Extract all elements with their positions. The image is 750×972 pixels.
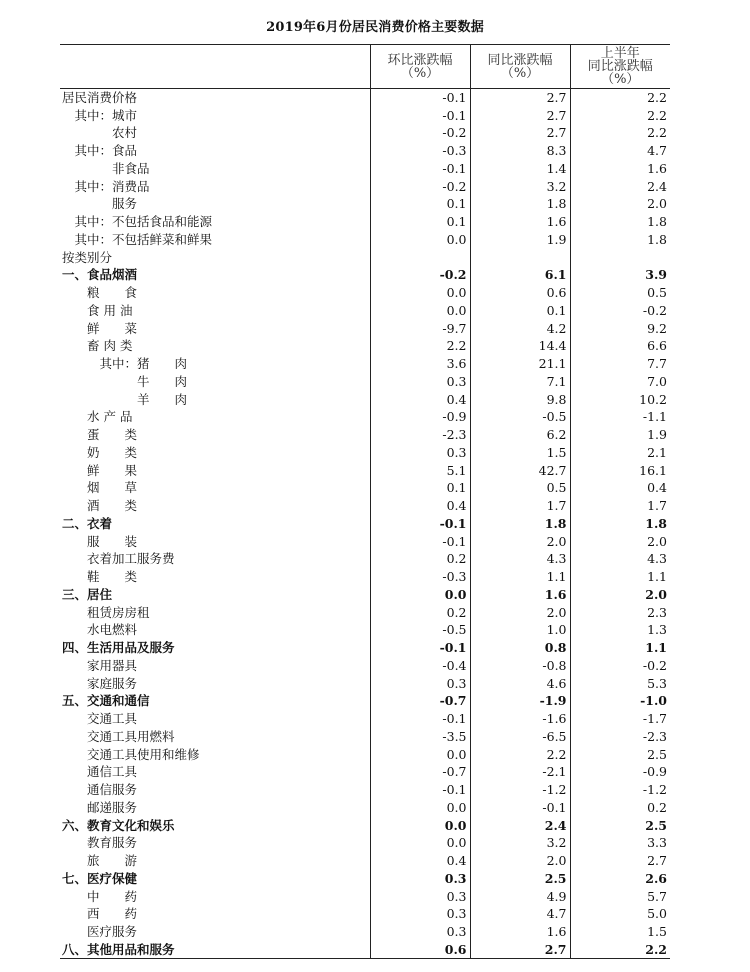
row-h1: 2.5 xyxy=(570,816,670,834)
row-yoy: 2.7 xyxy=(470,941,570,959)
row-yoy: 7.1 xyxy=(470,373,570,391)
row-yoy: 2.7 xyxy=(470,106,570,124)
row-h1: -0.9 xyxy=(570,763,670,781)
row-mom: 0.0 xyxy=(370,816,470,834)
row-yoy: -2.1 xyxy=(470,763,570,781)
row-label: 家用器具 xyxy=(62,657,138,673)
row-mom: 0.1 xyxy=(370,479,470,497)
row-mom: 5.1 xyxy=(370,461,470,479)
table-row xyxy=(60,160,670,178)
row-yoy: 2.5 xyxy=(470,870,570,888)
row-yoy: 6.1 xyxy=(470,266,570,284)
row-h1: 7.7 xyxy=(570,355,670,373)
row-h1: -0.2 xyxy=(570,657,670,675)
row-mom: 0.4 xyxy=(370,497,470,515)
row-yoy: -6.5 xyxy=(470,728,570,746)
row-h1: 2.7 xyxy=(570,852,670,870)
header-yoy-line1: 同比涨跌幅 xyxy=(487,52,553,68)
table-row xyxy=(60,89,670,107)
table-row xyxy=(60,195,670,213)
row-mom: -0.1 xyxy=(370,639,470,657)
row-mom: -0.3 xyxy=(370,142,470,160)
row-label: 通信服务 xyxy=(62,782,138,798)
row-mom: -0.1 xyxy=(370,515,470,533)
row-yoy: 14.4 xyxy=(470,337,570,355)
row-label: 畜 肉 类 xyxy=(62,338,133,354)
row-yoy: 2.2 xyxy=(470,745,570,763)
table-row xyxy=(60,568,670,586)
table-row xyxy=(60,337,670,355)
table-row xyxy=(60,408,670,426)
row-label: 交通工具使用和维修 xyxy=(62,746,200,762)
row-mom: -0.1 xyxy=(370,710,470,728)
row-label: 其中：猪 肉 xyxy=(62,356,188,372)
row-yoy: 2.7 xyxy=(470,89,570,107)
header-h1-line2: 同比涨跌幅 xyxy=(587,59,653,74)
row-yoy: 1.6 xyxy=(470,586,570,604)
row-h1: 0.4 xyxy=(570,479,670,497)
row-yoy: 1.8 xyxy=(470,515,570,533)
row-mom: 0.4 xyxy=(370,852,470,870)
table-row xyxy=(60,905,670,923)
row-mom: -9.7 xyxy=(370,319,470,337)
row-mom: -0.1 xyxy=(370,532,470,550)
row-mom: 0.4 xyxy=(370,390,470,408)
table-row xyxy=(60,284,670,302)
table-row xyxy=(60,426,670,444)
row-label: 鲜 果 xyxy=(62,462,138,478)
table-row xyxy=(60,781,670,799)
row-mom: 0.0 xyxy=(370,284,470,302)
row-h1: 1.8 xyxy=(570,231,670,249)
row-h1: -1.1 xyxy=(570,408,670,426)
row-label: 交通工具用燃料 xyxy=(62,728,175,744)
header-mom-line1: 环比涨跌幅 xyxy=(387,52,453,68)
row-label: 家庭服务 xyxy=(62,675,138,691)
row-h1: 7.0 xyxy=(570,373,670,391)
row-mom: -0.3 xyxy=(370,568,470,586)
table-row xyxy=(60,870,670,888)
row-h1: 5.0 xyxy=(570,905,670,923)
row-yoy: 4.7 xyxy=(470,905,570,923)
row-label: 二、衣着 xyxy=(62,515,113,531)
table-row xyxy=(60,887,670,905)
row-h1: 0.5 xyxy=(570,284,670,302)
table-row xyxy=(60,319,670,337)
row-yoy: 2.7 xyxy=(470,124,570,142)
cpi-table xyxy=(60,44,670,959)
row-mom: -3.5 xyxy=(370,728,470,746)
header-h1-line1: 上半年 xyxy=(600,46,640,61)
row-h1: 2.2 xyxy=(570,89,670,107)
row-label: 三、居住 xyxy=(62,586,113,602)
row-yoy: 6.2 xyxy=(470,426,570,444)
row-yoy: 4.2 xyxy=(470,319,570,337)
table-row xyxy=(60,745,670,763)
table-row xyxy=(60,728,670,746)
row-label: 蛋 类 xyxy=(62,427,138,443)
row-yoy: -0.8 xyxy=(470,657,570,675)
row-label: 酒 类 xyxy=(62,498,138,514)
row-yoy: 3.2 xyxy=(470,834,570,852)
row-mom: 0.0 xyxy=(370,799,470,817)
row-mom: 0.0 xyxy=(370,302,470,320)
row-label: 鞋 类 xyxy=(62,569,138,585)
row-label: 医疗服务 xyxy=(62,924,138,940)
row-label: 牛 肉 xyxy=(62,373,188,389)
row-label: 西 药 xyxy=(62,906,138,922)
row-mom: 0.0 xyxy=(370,834,470,852)
row-label: 按类别分 xyxy=(62,249,113,265)
row-label: 其中：消费品 xyxy=(62,178,150,194)
row-h1: 3.3 xyxy=(570,834,670,852)
row-h1: 1.6 xyxy=(570,160,670,178)
row-label: 邮递服务 xyxy=(62,799,138,815)
row-mom: -0.4 xyxy=(370,657,470,675)
table-row xyxy=(60,852,670,870)
row-mom: 0.0 xyxy=(370,586,470,604)
table-row xyxy=(60,142,670,160)
row-yoy: 4.3 xyxy=(470,550,570,568)
row-yoy: 2.0 xyxy=(470,852,570,870)
table-row xyxy=(60,799,670,817)
row-mom: 0.0 xyxy=(370,231,470,249)
row-h1: 1.1 xyxy=(570,568,670,586)
row-h1: 2.0 xyxy=(570,586,670,604)
row-h1: 16.1 xyxy=(570,461,670,479)
row-yoy: 1.9 xyxy=(470,231,570,249)
row-h1: 0.2 xyxy=(570,799,670,817)
row-h1: 2.2 xyxy=(570,941,670,959)
row-h1: 2.1 xyxy=(570,444,670,462)
row-yoy: 2.0 xyxy=(470,532,570,550)
row-label: 四、生活用品及服务 xyxy=(62,640,175,656)
row-yoy: 8.3 xyxy=(470,142,570,160)
row-yoy: 1.8 xyxy=(470,195,570,213)
row-yoy: 9.8 xyxy=(470,390,570,408)
row-label: 衣着加工服务费 xyxy=(62,551,175,567)
row-label: 其中：食品 xyxy=(62,143,138,159)
row-mom: -0.1 xyxy=(370,781,470,799)
row-label: 一、食品烟酒 xyxy=(62,267,138,283)
table-row xyxy=(60,231,670,249)
row-label: 非食品 xyxy=(62,160,150,176)
row-yoy: 1.5 xyxy=(470,444,570,462)
row-mom: 0.1 xyxy=(370,213,470,231)
row-h1: 1.7 xyxy=(570,497,670,515)
header-h1-line3: （%） xyxy=(601,72,640,87)
row-yoy: -1.6 xyxy=(470,710,570,728)
table-row xyxy=(60,355,670,373)
row-mom: 0.3 xyxy=(370,674,470,692)
row-mom: -0.7 xyxy=(370,763,470,781)
row-mom: -0.2 xyxy=(370,177,470,195)
row-mom: 0.3 xyxy=(370,887,470,905)
row-label: 食 用 油 xyxy=(62,302,133,318)
row-h1: 1.3 xyxy=(570,621,670,639)
table-row xyxy=(60,124,670,142)
row-mom: 0.1 xyxy=(370,195,470,213)
table-row xyxy=(60,515,670,533)
row-mom: 0.2 xyxy=(370,550,470,568)
table-row xyxy=(60,266,670,284)
row-h1: 2.0 xyxy=(570,195,670,213)
table-row xyxy=(60,106,670,124)
table-row xyxy=(60,603,670,621)
row-yoy: 21.1 xyxy=(470,355,570,373)
header-h1 xyxy=(570,45,670,89)
row-yoy: 4.6 xyxy=(470,674,570,692)
row-mom: 0.2 xyxy=(370,603,470,621)
table-row xyxy=(60,657,670,675)
table-row xyxy=(60,302,670,320)
row-h1: -1.0 xyxy=(570,692,670,710)
table-row xyxy=(60,461,670,479)
row-yoy: 4.9 xyxy=(470,887,570,905)
table-row xyxy=(60,639,670,657)
row-h1: 4.3 xyxy=(570,550,670,568)
row-mom: 2.2 xyxy=(370,337,470,355)
row-mom: -0.1 xyxy=(370,89,470,107)
row-yoy xyxy=(470,248,570,266)
row-mom xyxy=(370,248,470,266)
row-h1: 1.5 xyxy=(570,923,670,941)
row-label: 中 药 xyxy=(62,888,138,904)
table-row xyxy=(60,177,670,195)
row-yoy: 3.2 xyxy=(470,177,570,195)
row-h1: 9.2 xyxy=(570,319,670,337)
row-h1: 1.8 xyxy=(570,213,670,231)
row-mom: 0.3 xyxy=(370,870,470,888)
table-row xyxy=(60,248,670,266)
page-title: 2019年6月份居民消费价格主要数据 xyxy=(266,20,484,35)
table-header xyxy=(60,45,670,89)
row-h1: 6.6 xyxy=(570,337,670,355)
header-yoy xyxy=(470,45,570,89)
row-yoy: -0.1 xyxy=(470,799,570,817)
row-yoy: 1.1 xyxy=(470,568,570,586)
row-yoy: 2.4 xyxy=(470,816,570,834)
table-row xyxy=(60,816,670,834)
row-h1: 2.4 xyxy=(570,177,670,195)
table-row xyxy=(60,763,670,781)
row-h1: -2.3 xyxy=(570,728,670,746)
table-row xyxy=(60,213,670,231)
table-row xyxy=(60,479,670,497)
table-row xyxy=(60,532,670,550)
header-mom-line2: （%） xyxy=(400,65,440,81)
header-yoy-line2: （%） xyxy=(500,65,540,81)
row-mom: 3.6 xyxy=(370,355,470,373)
row-h1: 2.3 xyxy=(570,603,670,621)
row-yoy: -1.2 xyxy=(470,781,570,799)
row-label: 交通工具 xyxy=(62,711,138,727)
row-h1: 2.0 xyxy=(570,532,670,550)
row-yoy: 0.6 xyxy=(470,284,570,302)
row-mom: -0.9 xyxy=(370,408,470,426)
row-mom: 0.3 xyxy=(370,905,470,923)
row-mom: -0.2 xyxy=(370,124,470,142)
row-h1: 2.6 xyxy=(570,870,670,888)
table-row xyxy=(60,390,670,408)
row-yoy: -1.9 xyxy=(470,692,570,710)
table-row xyxy=(60,373,670,391)
row-h1: 2.5 xyxy=(570,745,670,763)
row-label: 七、医疗保健 xyxy=(62,870,138,886)
table-row xyxy=(60,710,670,728)
row-yoy: 1.6 xyxy=(470,213,570,231)
row-yoy: 0.8 xyxy=(470,639,570,657)
table-row xyxy=(60,444,670,462)
row-h1: -1.7 xyxy=(570,710,670,728)
row-mom: -0.5 xyxy=(370,621,470,639)
row-h1: 10.2 xyxy=(570,390,670,408)
row-yoy: 1.0 xyxy=(470,621,570,639)
row-mom: -2.3 xyxy=(370,426,470,444)
row-label: 其中：城市 xyxy=(62,107,138,123)
row-h1: 2.2 xyxy=(570,106,670,124)
row-yoy: 1.7 xyxy=(470,497,570,515)
row-label: 旅 游 xyxy=(62,853,138,869)
row-yoy: 0.1 xyxy=(470,302,570,320)
table-row xyxy=(60,497,670,515)
row-mom: 0.3 xyxy=(370,923,470,941)
row-mom: 0.3 xyxy=(370,444,470,462)
row-h1: 1.8 xyxy=(570,515,670,533)
row-label: 粮 食 xyxy=(62,285,138,301)
row-label: 六、教育文化和娱乐 xyxy=(62,817,175,833)
row-h1: 3.9 xyxy=(570,266,670,284)
row-label: 水电燃料 xyxy=(62,622,138,638)
row-mom: -0.7 xyxy=(370,692,470,710)
row-h1: 4.7 xyxy=(570,142,670,160)
table-row xyxy=(60,941,670,959)
table-row xyxy=(60,586,670,604)
row-mom: 0.6 xyxy=(370,941,470,959)
row-h1: -1.2 xyxy=(570,781,670,799)
row-h1: 2.2 xyxy=(570,124,670,142)
table-row xyxy=(60,550,670,568)
row-label: 教育服务 xyxy=(62,835,138,851)
row-mom: -0.2 xyxy=(370,266,470,284)
table-body xyxy=(60,89,670,959)
row-label: 通信工具 xyxy=(62,764,138,780)
table-row xyxy=(60,692,670,710)
row-label: 八、其他用品和服务 xyxy=(60,941,370,959)
row-label: 服 装 xyxy=(62,533,138,549)
row-yoy: -0.5 xyxy=(470,408,570,426)
row-label: 居民消费价格 xyxy=(62,90,138,106)
row-yoy: 0.5 xyxy=(470,479,570,497)
row-label: 其中：不包括食品和能源 xyxy=(62,214,213,230)
row-label: 鲜 菜 xyxy=(62,320,138,336)
row-label: 烟 草 xyxy=(62,480,138,496)
row-h1: 1.9 xyxy=(570,426,670,444)
row-yoy: 2.0 xyxy=(470,603,570,621)
row-label: 羊 肉 xyxy=(62,391,188,407)
table-row xyxy=(60,674,670,692)
header-mom xyxy=(370,45,470,89)
row-label: 奶 类 xyxy=(62,444,138,460)
table-row xyxy=(60,621,670,639)
row-yoy: 1.4 xyxy=(470,160,570,178)
row-label: 租赁房房租 xyxy=(62,604,150,620)
row-h1 xyxy=(570,248,670,266)
row-yoy: 42.7 xyxy=(470,461,570,479)
row-h1: 5.7 xyxy=(570,887,670,905)
table-row xyxy=(60,923,670,941)
row-label: 五、交通和通信 xyxy=(62,693,150,709)
row-label: 服务 xyxy=(62,196,138,212)
row-yoy: 1.6 xyxy=(470,923,570,941)
table-row xyxy=(60,834,670,852)
row-label: 农村 xyxy=(62,125,138,141)
row-h1: 5.3 xyxy=(570,674,670,692)
row-mom: 0.0 xyxy=(370,745,470,763)
row-mom: -0.1 xyxy=(370,160,470,178)
row-label: 其中：不包括鲜菜和鲜果 xyxy=(62,231,213,247)
row-h1: -0.2 xyxy=(570,302,670,320)
header-item-column xyxy=(60,45,370,89)
row-mom: -0.1 xyxy=(370,106,470,124)
row-h1: 1.1 xyxy=(570,639,670,657)
row-label: 水 产 品 xyxy=(62,409,133,425)
row-mom: 0.3 xyxy=(370,373,470,391)
